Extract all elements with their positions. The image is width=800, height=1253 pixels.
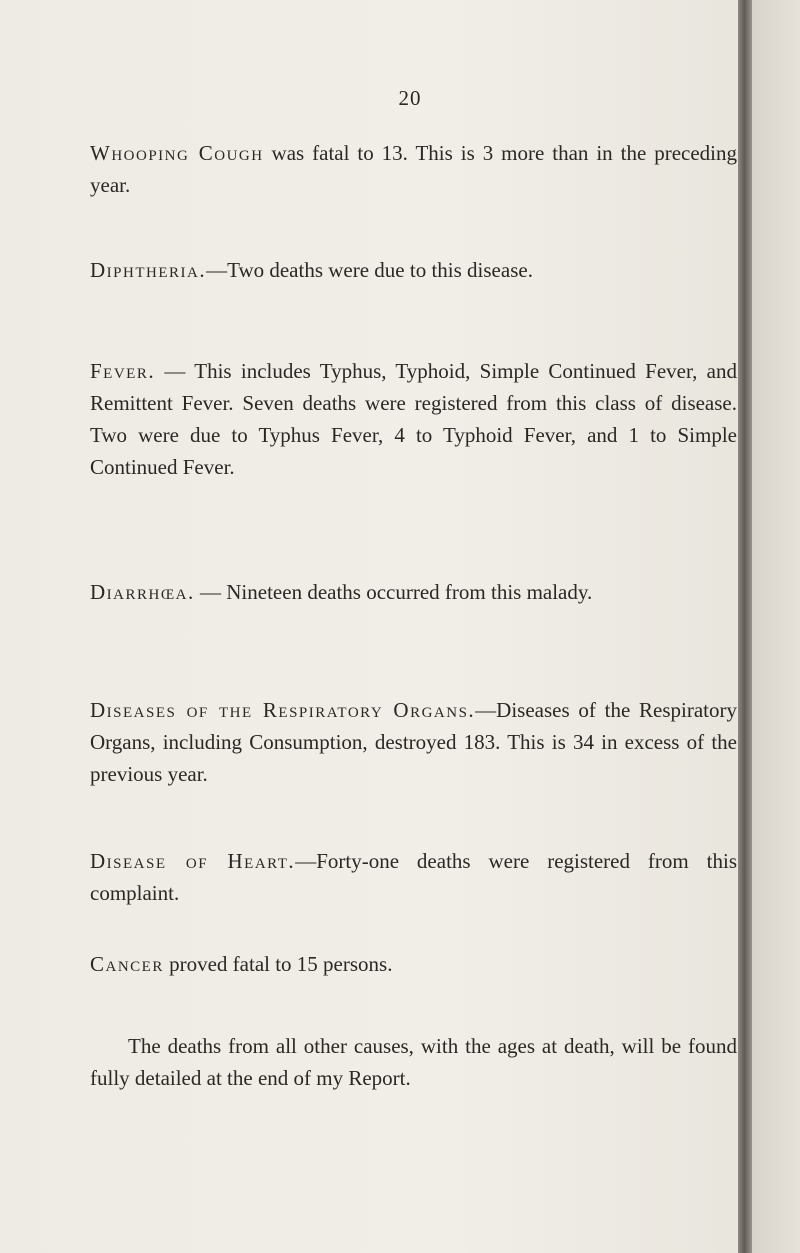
text-respiratory: —Diseases of the Respiratory Organs, including Consumption, destroyed 183. This is 34 in excess of the previous year.: [90, 698, 737, 786]
book-gutter: [738, 0, 752, 1253]
heading-fever: Fever.: [90, 359, 156, 383]
page-number: 20: [398, 86, 422, 110]
heading-respiratory: Diseases of the Respiratory Organs.: [90, 698, 476, 722]
adjacent-page-edge: [752, 0, 800, 1253]
text-cancer: proved fatal to 15 persons.: [163, 952, 393, 976]
heading-diarrhoea: Diarrhœa.: [90, 580, 195, 604]
heading-diphtheria: Diphtheria.: [90, 258, 207, 282]
paragraph-diphtheria: [90, 254, 737, 286]
paragraph-heart: [90, 845, 737, 909]
paragraph-respiratory: [90, 694, 737, 790]
paragraph-other-causes: [90, 1030, 737, 1094]
paragraph-cancer: [90, 948, 737, 980]
heading-cancer: Cancer: [90, 952, 164, 976]
paragraph-fever: [90, 355, 737, 483]
text-other-causes: The deaths from all other causes, with the ages at death, will be found fully detailed at the end of my Report.: [90, 1034, 737, 1090]
paragraph-whooping-cough: [90, 137, 737, 201]
text-heart: —Forty-one deaths were registered from this complaint.: [90, 849, 737, 905]
text-diphtheria: —Two deaths were due to this disease.: [206, 258, 533, 282]
text-whooping-cough: was fatal to 13. This is 3 more than in the preceding year.: [90, 141, 737, 197]
heading-heart: Disease of Heart.: [90, 849, 296, 873]
heading-whooping-cough: Whooping Cough: [90, 141, 264, 165]
text-fever: — This includes Typhus, Typhoid, Simple Continued Fever, and Remittent Fever. Seven deaths were registered from this class of disease. Two were due to Typhus Fever, 4 to Typhoid Fever, and 1 to Simple Continued Fever.: [90, 359, 737, 479]
paragraph-diarrhoea: [90, 576, 737, 608]
text-diarrhoea: — Nineteen deaths occurred from this malady.: [194, 580, 593, 604]
